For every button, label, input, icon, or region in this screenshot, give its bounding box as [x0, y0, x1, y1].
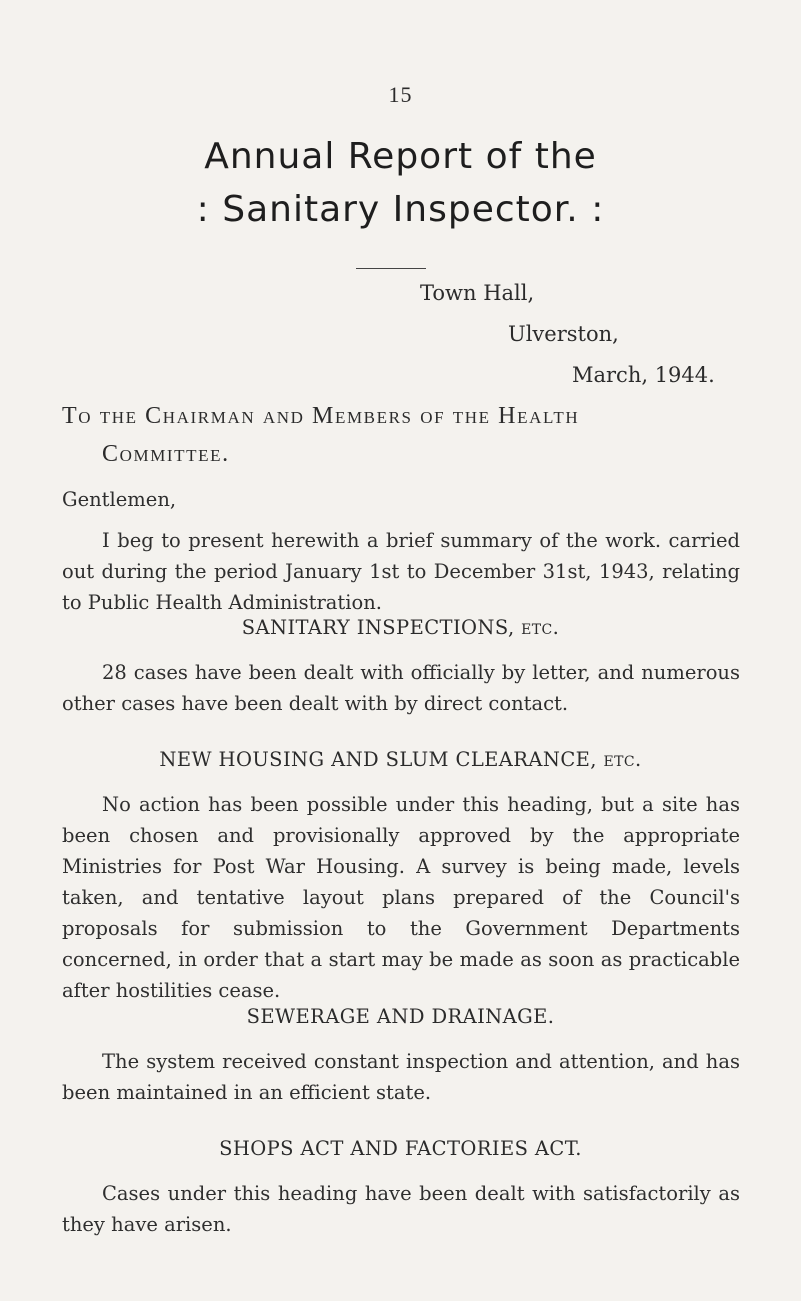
addressee-line-2: Committee.	[102, 441, 230, 467]
report-title-line-2: : Sanitary Inspector. :	[196, 189, 605, 230]
section-heading-suffix: etc.	[521, 616, 560, 639]
section-heading-sanitary-inspections	[0, 616, 801, 639]
address-line-1: Town Hall,	[420, 281, 535, 305]
section-heading-sewerage	[0, 1005, 801, 1028]
page-number: 15	[388, 82, 413, 107]
section-body-sewerage: The system received constant inspection and attention, and has been maintained in an efficient state.	[62, 1050, 740, 1104]
section-heading-suffix: etc.	[603, 748, 642, 771]
section-body-new-housing: No action has been possible under this heading, but a site has been chosen and provisionally approved by the appropriate Ministries for Post War Housing. A survey is being made, levels taken, and tentative layout plans prepared of the Council's proposals for submission to the Government Departments concerned, in order that a start may be made as soon as practicable after hostilities cease.	[62, 793, 740, 1002]
section-body-sanitary-inspections: 28 cases have been dealt with officially by letter, and numerous other cases have been dealt with by direct contact.	[62, 661, 740, 715]
section-heading-text: SHOPS ACT AND FACTORIES ACT.	[219, 1137, 582, 1160]
section-heading-new-housing	[0, 748, 801, 771]
greeting: Gentlemen,	[62, 488, 177, 511]
section-heading-shops-act	[0, 1137, 801, 1160]
section-heading-text: SANITARY INSPECTIONS,	[241, 616, 515, 639]
intro-paragraph: I beg to present herewith a brief summary of the work. carried out during the period January 1st to December 31st, 1943, relating to Public Health Administration.	[62, 529, 740, 614]
title-divider	[356, 268, 426, 269]
address-line-2: Ulverston,	[508, 322, 619, 346]
section-body-shops-act: Cases under this heading have been dealt with satisfactorily as they have arisen.	[62, 1182, 740, 1236]
report-title-line-1: Annual Report of the	[204, 136, 597, 177]
address-date: March, 1944.	[572, 363, 715, 387]
section-heading-text: NEW HOUSING AND SLUM CLEARANCE,	[159, 748, 597, 771]
addressee-line-1: To the Chairman and Members of the Health	[62, 403, 580, 429]
section-heading-text: SEWERAGE AND DRAINAGE.	[246, 1005, 555, 1028]
